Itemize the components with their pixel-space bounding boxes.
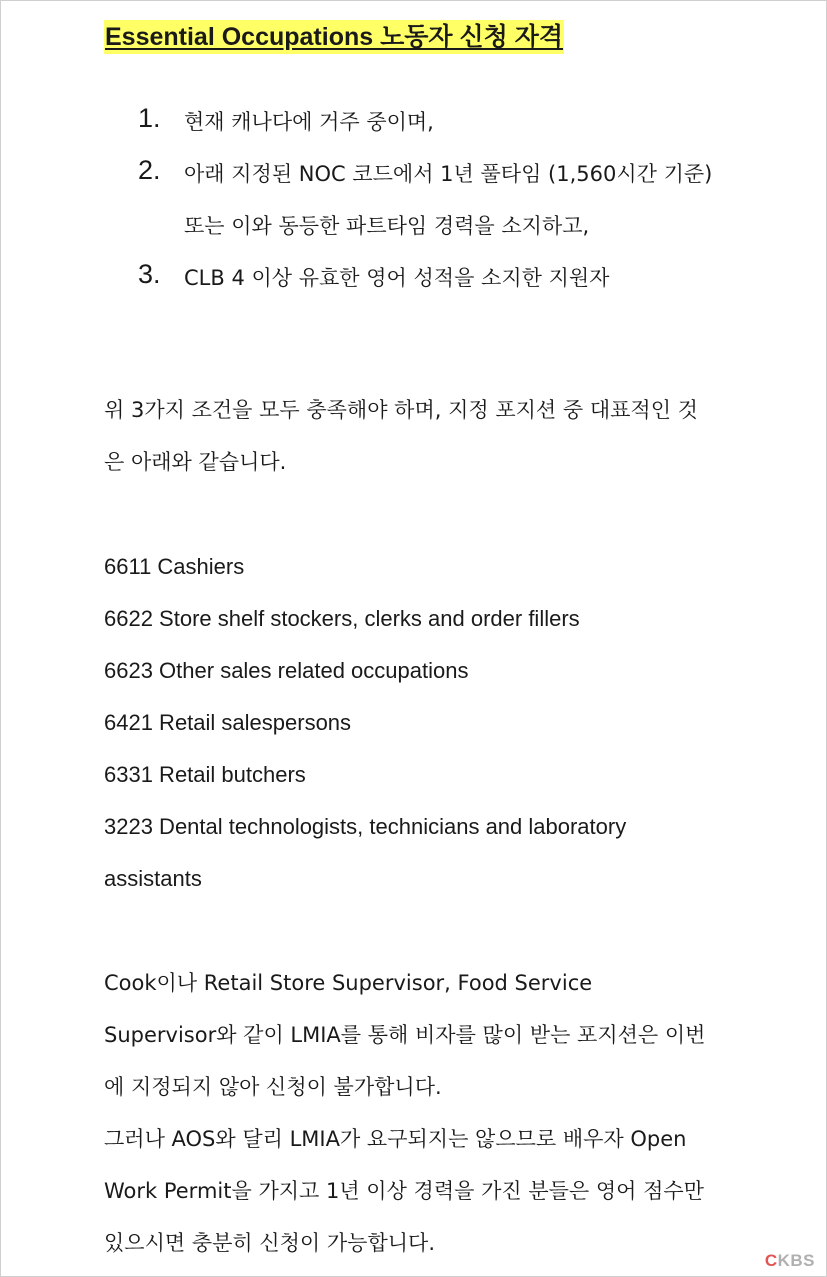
intro-line: 위 3가지 조건을 모두 충족해야 하며, 지정 포지션 중 대표적인 것 [104, 398, 698, 422]
note-line: Cook이나 Retail Store Supervisor, Food Service [104, 971, 593, 995]
requirement-text: 현재 캐나다에 거주 중이며, [184, 110, 434, 134]
requirement-item [104, 252, 724, 304]
occupation-item: 6331 Retail butchers [104, 762, 306, 787]
occupation-item: 6421 Retail salespersons [104, 710, 352, 735]
note-line: 그러나 AOS와 달리 LMIA가 요구되지는 않으므로 배우자 Open [104, 1127, 687, 1151]
occupation-item: 6622 Store shelf stockers, clerks and order fillers [104, 606, 580, 631]
requirement-text: 아래 지정된 NOC 코드에서 1년 풀타임 (1,560시간 기준) 또는 이와 동등한 파트타임 경력을 소지하고, [184, 162, 713, 238]
occupation-item: 6611 Cashiers [104, 554, 245, 579]
broadcaster-watermark [765, 1251, 815, 1271]
occupation-item-continued: assistants [104, 866, 202, 891]
requirement-text: CLB 4 이상 유효한 영어 성적을 소지한 지원자 [184, 266, 610, 290]
requirement-item [104, 148, 724, 252]
occupation-item: 6623 Other sales related occupations [104, 658, 469, 683]
note-line: 있으시면 충분히 신청이 가능합니다. [104, 1231, 435, 1255]
note-line: 에 지정되지 않아 신청이 불가합니다. [104, 1075, 442, 1099]
list-number: 1. [138, 103, 161, 133]
list-number: 3. [138, 259, 161, 289]
note-line: Work Permit을 가지고 1년 이상 경력을 가진 분들은 영어 점수만 [104, 1179, 704, 1203]
requirement-item [104, 96, 724, 148]
watermark-rest: KBS [777, 1251, 815, 1270]
watermark-c: C [764, 1251, 778, 1270]
list-number: 2. [138, 155, 161, 185]
occupation-item: 3223 Dental technologists, technicians and laboratory [104, 814, 627, 839]
note-line: Supervisor와 같이 LMIA를 통해 비자를 많이 받는 포지션은 이번 [104, 1023, 706, 1047]
page-title: Essential Occupations 노동자 신청 자격 [104, 20, 564, 54]
requirements-list [104, 96, 724, 304]
intro-line: 은 아래와 같습니다. [104, 450, 287, 474]
